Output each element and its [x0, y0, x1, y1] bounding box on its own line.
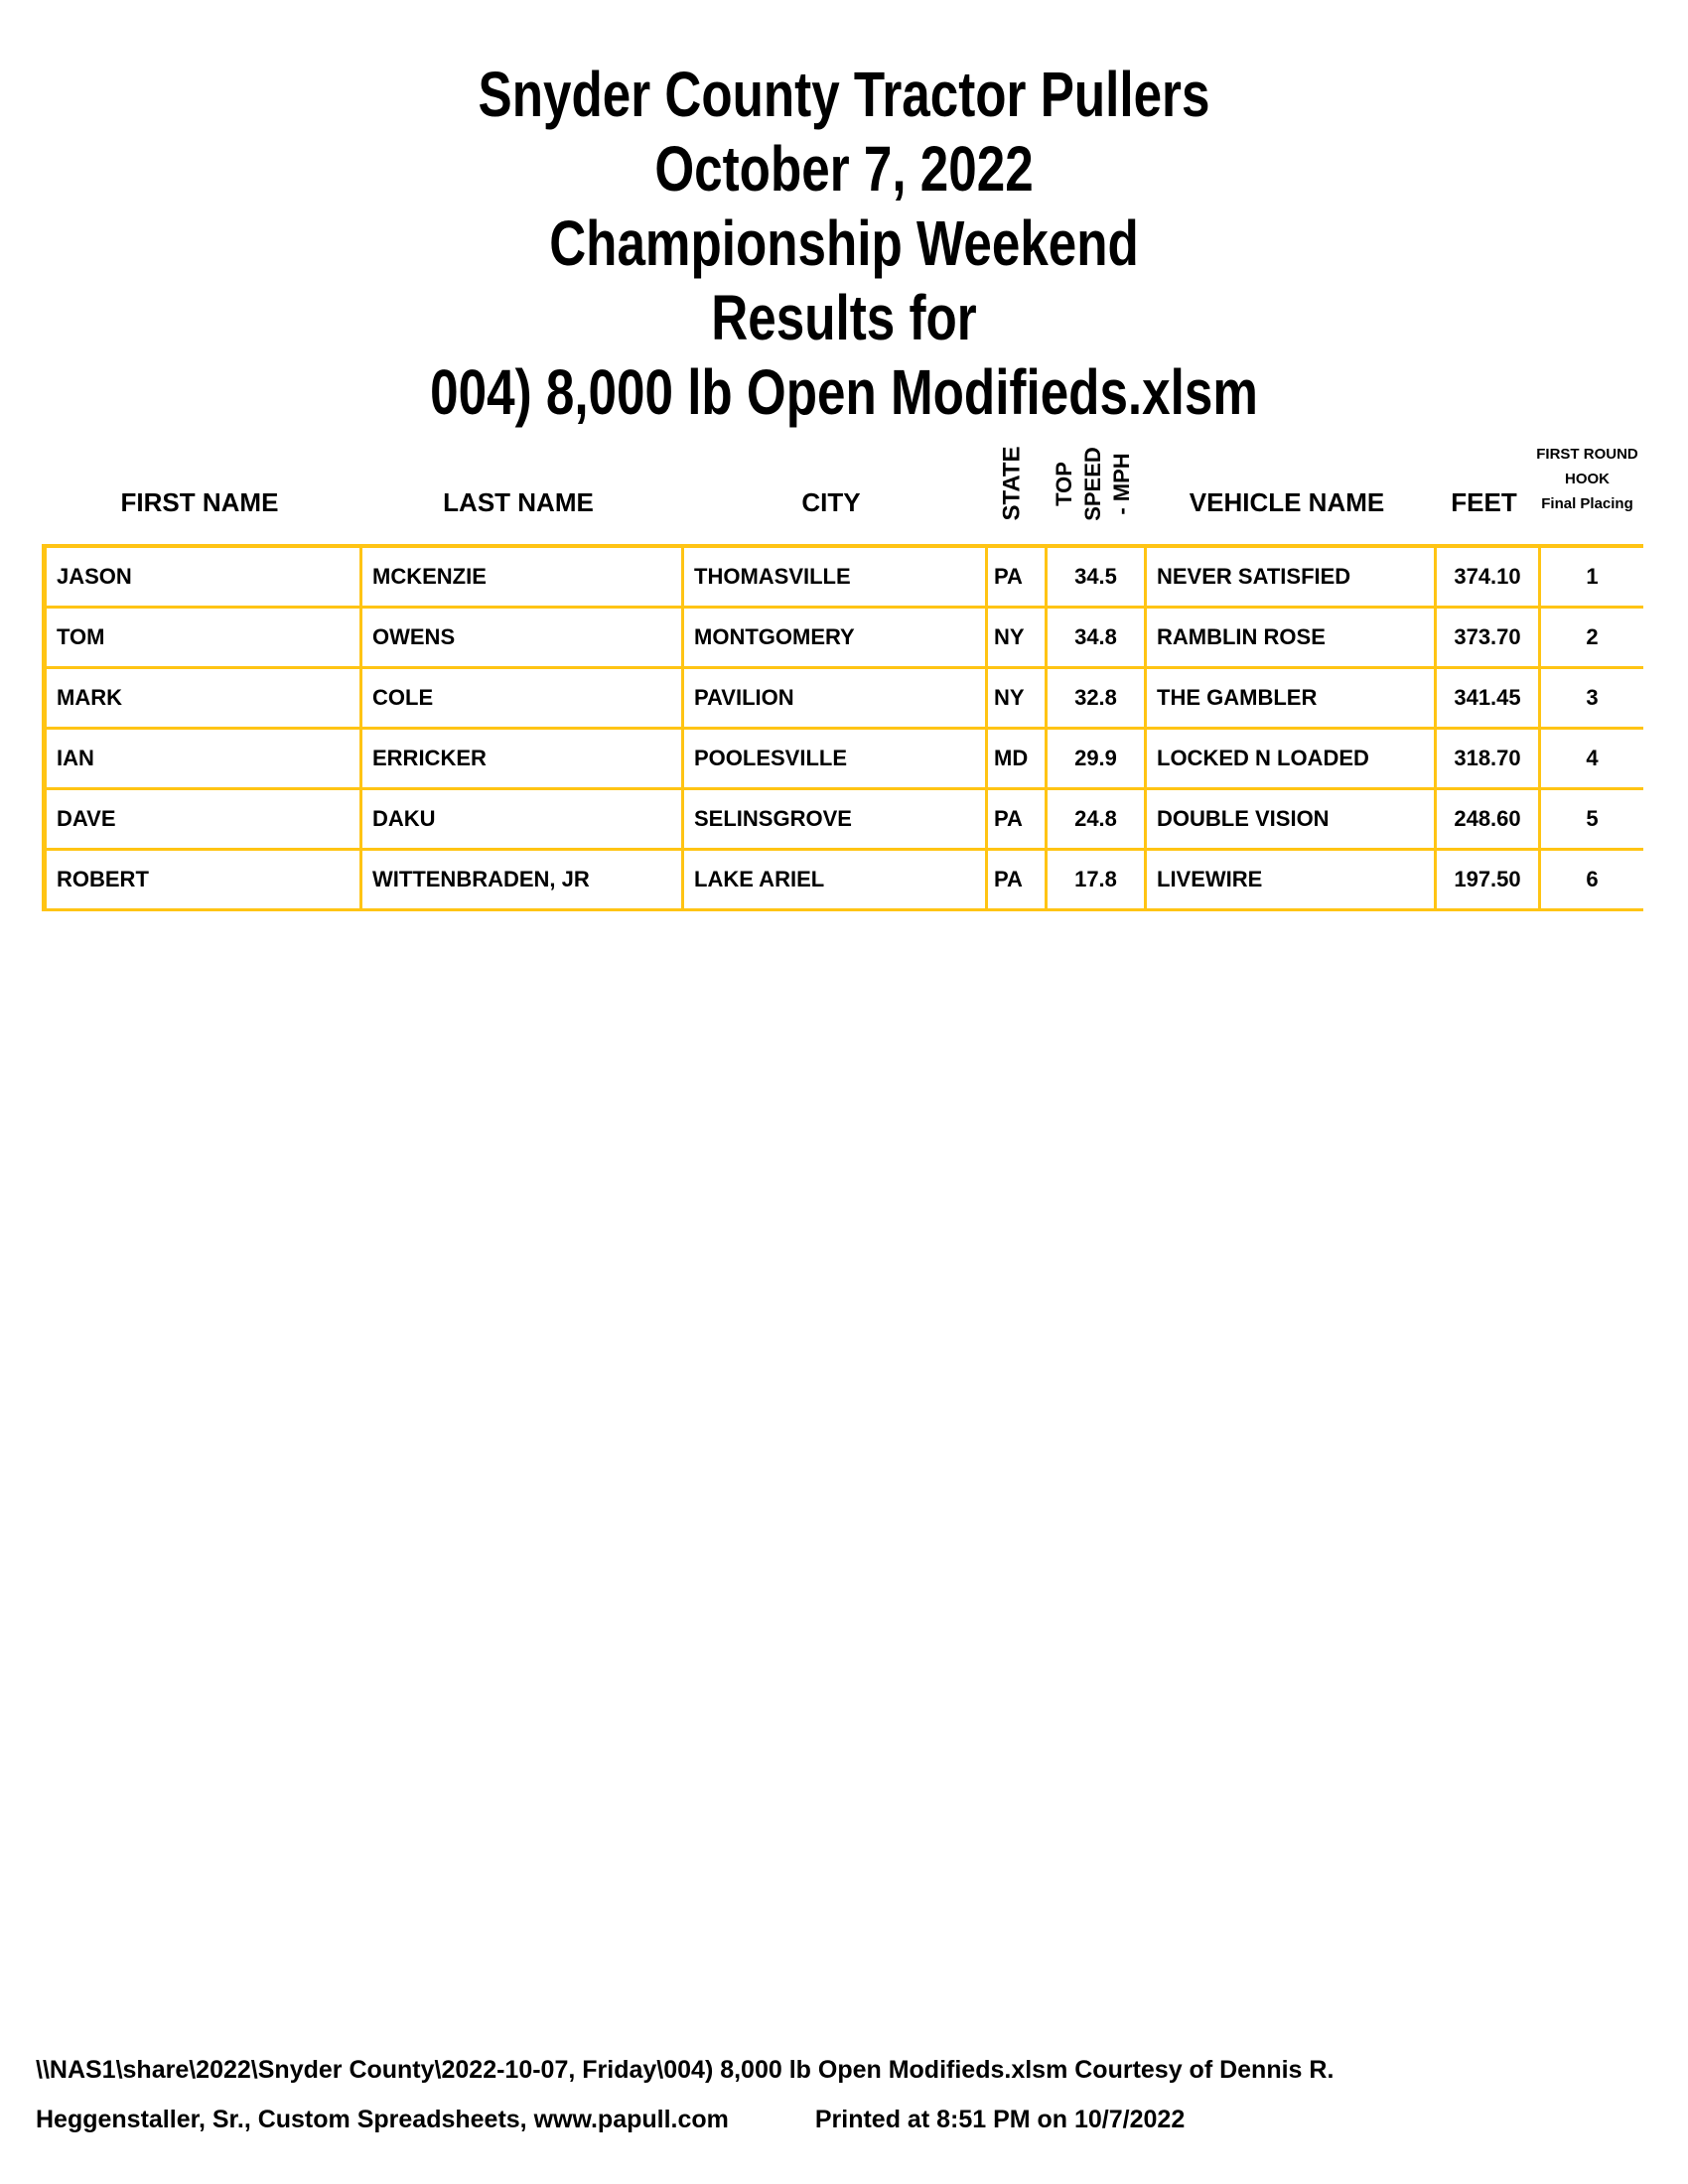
cell-top-speed: 29.9 [1048, 730, 1147, 790]
cell-first-name: JASON [47, 548, 362, 609]
header-city: CITY [801, 487, 861, 517]
header-state-label: STATE [999, 446, 1027, 521]
cell-feet: 248.60 [1437, 790, 1541, 851]
cell-city: MONTGOMERY [684, 609, 988, 669]
cell-last-name: DAKU [362, 790, 684, 851]
cell-vehicle-name: DOUBLE VISION [1147, 790, 1437, 851]
header-first-name: FIRST NAME [120, 487, 279, 517]
page-footer [36, 2045, 1644, 2144]
cell-city: THOMASVILLE [684, 548, 988, 609]
event-name: Championship Weekend [549, 207, 1139, 279]
header-top-speed-line1: TOP [1051, 461, 1076, 506]
table-header-row [42, 425, 1638, 542]
cell-state: MD [988, 730, 1048, 790]
header-feet: FEET [1451, 487, 1517, 517]
cell-vehicle-name: NEVER SATISFIED [1147, 548, 1437, 609]
header-first-round-hook [1536, 425, 1638, 542]
page-title: Snyder County Tractor Pullers [478, 59, 1210, 130]
cell-last-name: ERRICKER [362, 730, 684, 790]
event-date: October 7, 2022 [654, 133, 1034, 205]
footer-printed-timestamp: Printed at 8:51 PM on 10/7/2022 [814, 2106, 1186, 2133]
footer-credit: Heggenstaller, Sr., Custom Spreadsheets, www.papull.com [36, 2106, 729, 2133]
class-filename: 004) 8,000 lb Open Modifieds.xlsm [430, 356, 1258, 428]
cell-state: PA [988, 548, 1048, 609]
cell-placing: 4 [1541, 730, 1643, 790]
cell-vehicle-name: LOCKED N LOADED [1147, 730, 1437, 790]
cell-feet: 374.10 [1437, 548, 1541, 609]
cell-vehicle-name: THE GAMBLER [1147, 669, 1437, 730]
cell-top-speed: 24.8 [1048, 790, 1147, 851]
cell-placing: 5 [1541, 790, 1643, 851]
cell-top-speed: 32.8 [1048, 669, 1147, 730]
cell-city: LAKE ARIEL [684, 851, 988, 911]
footer-file-path: \\NAS1\share\2022\Snyder County\2022-10-07, Friday\004) 8,000 lb Open Modifieds.xlsm Courtesy of Dennis R. [36, 2056, 1335, 2084]
cell-vehicle-name: LIVEWIRE [1147, 851, 1437, 911]
header-vehicle-name: VEHICLE NAME [1189, 487, 1385, 517]
cell-top-speed: 34.5 [1048, 548, 1147, 609]
cell-first-name: IAN [47, 730, 362, 790]
title-block [0, 58, 1688, 430]
cell-placing: 1 [1541, 548, 1643, 609]
cell-feet: 373.70 [1437, 609, 1541, 669]
header-top-speed-line2: SPEED [1079, 446, 1105, 521]
cell-state: PA [988, 851, 1048, 911]
cell-feet: 341.45 [1437, 669, 1541, 730]
cell-placing: 6 [1541, 851, 1643, 911]
cell-first-name: ROBERT [47, 851, 362, 911]
footer-credits-line [36, 2095, 1644, 2144]
cell-first-name: DAVE [47, 790, 362, 851]
header-hook-line2: HOOK [1565, 470, 1610, 487]
cell-last-name: WITTENBRADEN, JR [362, 851, 684, 911]
cell-state: NY [988, 609, 1048, 669]
header-last-name: LAST NAME [443, 487, 594, 517]
header-top-speed-line3: - MPH [1108, 452, 1134, 515]
cell-city: PAVILION [684, 669, 988, 730]
results-table [42, 544, 1643, 911]
cell-first-name: MARK [47, 669, 362, 730]
cell-last-name: MCKENZIE [362, 548, 684, 609]
cell-last-name: COLE [362, 669, 684, 730]
cell-top-speed: 17.8 [1048, 851, 1147, 911]
cell-first-name: TOM [47, 609, 362, 669]
cell-vehicle-name: RAMBLIN ROSE [1147, 609, 1437, 669]
cell-city: SELINSGROVE [684, 790, 988, 851]
cell-city: POOLESVILLE [684, 730, 988, 790]
results-for-label: Results for [711, 282, 977, 353]
cell-feet: 318.70 [1437, 730, 1541, 790]
cell-state: PA [988, 790, 1048, 851]
cell-state: NY [988, 669, 1048, 730]
cell-feet: 197.50 [1437, 851, 1541, 911]
cell-placing: 3 [1541, 669, 1643, 730]
cell-placing: 2 [1541, 609, 1643, 669]
header-hook-line1: FIRST ROUND [1536, 445, 1638, 463]
header-top-speed [1043, 425, 1142, 542]
cell-last-name: OWENS [362, 609, 684, 669]
cell-top-speed: 34.8 [1048, 609, 1147, 669]
header-state [983, 425, 1043, 542]
header-hook-line3: Final Placing [1541, 494, 1633, 512]
